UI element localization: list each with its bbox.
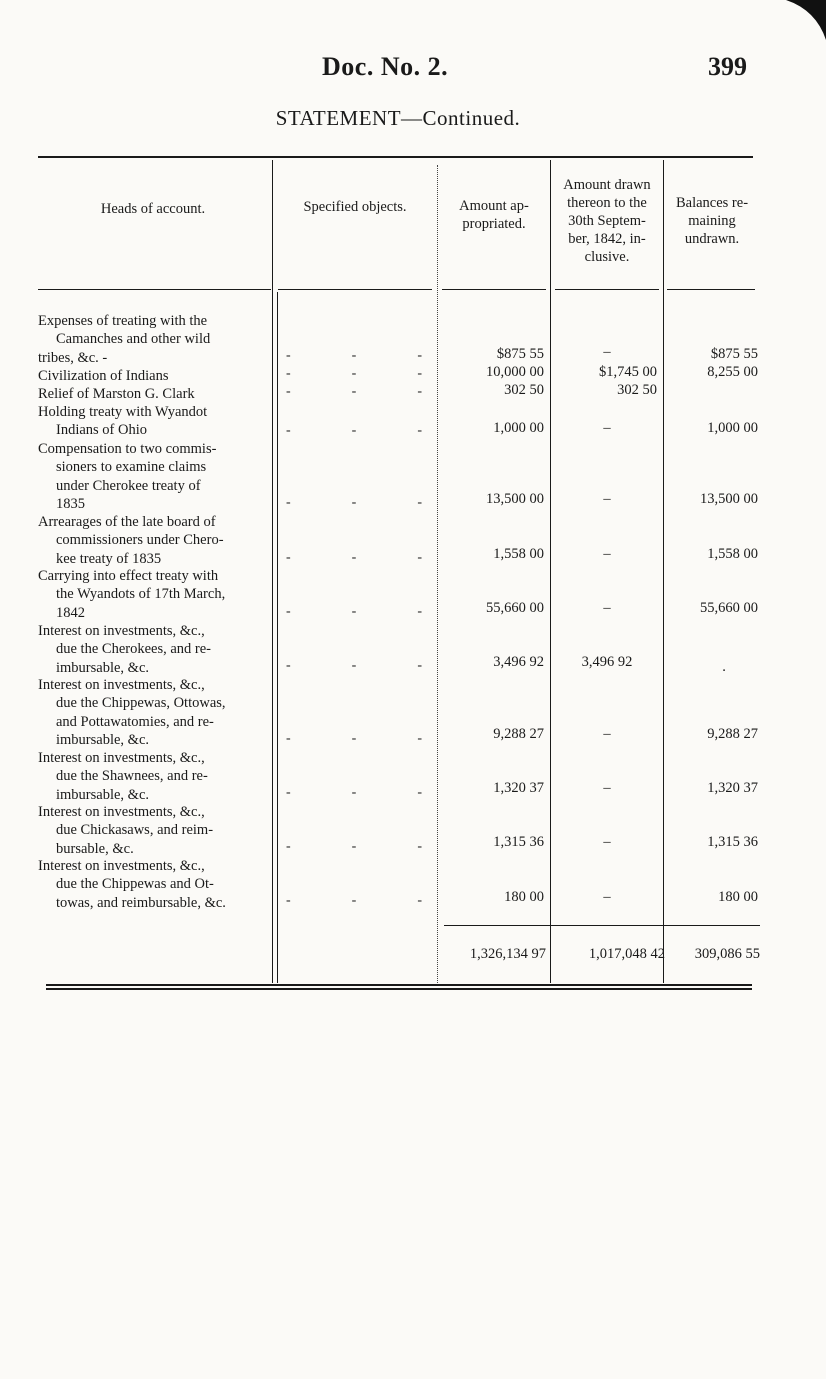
row-text-line: Interest on investments, &c.,: [38, 804, 205, 820]
column-heading-specified-objects: Specified objects.: [303, 199, 407, 215]
header-bottom-rule: [278, 289, 432, 290]
row-text-line: 1835: [56, 495, 85, 512]
amount-drawn: –: [603, 344, 611, 360]
dash: -: [417, 731, 422, 746]
row-text-line: towas, and reimbursable, &c.: [56, 894, 226, 911]
dash: -: [286, 604, 291, 619]
dash: -: [286, 348, 291, 363]
bottom-rule: [46, 984, 752, 986]
balance-undrawn: 1,000 00: [707, 420, 758, 436]
row-text-line: under Cherokee treaty of: [56, 477, 201, 494]
amount-appropriated: 3,496 92: [493, 654, 544, 670]
column-heading-line: maining: [688, 213, 736, 229]
amount-drawn: –: [603, 780, 611, 796]
specified-objects-dashes: [286, 422, 422, 440]
amount-drawn: –: [603, 834, 611, 850]
column-divider: [663, 160, 664, 983]
specified-objects-dashes: [286, 784, 422, 802]
column-heading-balances: [664, 194, 760, 248]
dash: -: [286, 366, 291, 381]
amount-drawn: –: [603, 889, 611, 905]
table-row-description: [38, 513, 266, 568]
balance-undrawn: .: [722, 659, 726, 675]
balance-undrawn: 1,320 37: [707, 780, 758, 796]
dash: -: [351, 604, 357, 619]
row-text-line: Camanches and other wild: [56, 331, 211, 348]
header-bottom-rule: [442, 289, 546, 290]
column-heading-line: Amount drawn: [563, 177, 651, 193]
dash: -: [351, 423, 357, 438]
dash: -: [286, 423, 291, 438]
row-text-line: 1842: [56, 604, 85, 621]
table-row-description: [38, 567, 266, 622]
row-text-line: imbursable, &c.: [56, 786, 150, 803]
page-header: [0, 52, 826, 92]
header-bottom-rule: [667, 289, 755, 290]
amount-appropriated: 1,320 37: [493, 780, 544, 796]
row-text-line: Indians of Ohio: [56, 422, 148, 439]
dash: -: [351, 495, 357, 510]
amount-drawn: $1,745 00: [599, 364, 657, 380]
row-text-line: due the Chippewas and Ot-: [56, 876, 214, 893]
dash: -: [351, 366, 357, 381]
balance-undrawn: 13,500 00: [700, 491, 758, 507]
balance-undrawn: 1,558 00: [707, 546, 758, 562]
amount-drawn: 3,496 92: [581, 654, 633, 670]
dash: -: [286, 658, 291, 673]
doc-title: Doc. No. 2.: [322, 52, 449, 81]
specified-objects-dashes: [286, 549, 422, 567]
column-heading-line: propriated.: [462, 216, 526, 232]
row-text-line: Expenses of treating with the: [38, 313, 208, 329]
total-rule: [444, 925, 760, 926]
dash: -: [351, 731, 357, 746]
dash: -: [351, 658, 357, 673]
dash: -: [417, 423, 422, 438]
column-heading-line: ber, 1842, in-: [568, 231, 646, 247]
column-heading-heads-of-account: Heads of account.: [100, 201, 206, 217]
dash: -: [351, 550, 357, 565]
amount-drawn: –: [603, 726, 611, 742]
dash: -: [286, 839, 291, 854]
row-text-line: tribes, &c. -: [38, 349, 108, 366]
dash: -: [417, 384, 422, 399]
total-balance: 309,086 55: [694, 946, 760, 962]
specified-objects-dashes: [286, 494, 422, 512]
table-row-description: [38, 676, 266, 749]
table-row-description: [38, 403, 266, 440]
dash: -: [351, 839, 357, 854]
amount-appropriated: 1,000 00: [493, 420, 544, 436]
dash: -: [417, 495, 422, 510]
dash: -: [417, 658, 422, 673]
column-heading-line: 30th Septem-: [568, 213, 646, 229]
specified-objects-dashes: [286, 657, 422, 675]
row-text-line: imbursable, &c.: [56, 659, 150, 676]
dash: -: [286, 785, 291, 800]
row-text-line: Civilization of Indians: [38, 368, 169, 384]
dash: -: [351, 785, 357, 800]
row-text-line: imbursable, &c.: [56, 731, 150, 748]
row-text-line: Arrearages of the late board of: [38, 514, 216, 530]
row-text-line: bursable, &c.: [56, 840, 134, 857]
row-text-line: due Chickasaws, and reim-: [56, 822, 214, 839]
dash: -: [351, 893, 357, 908]
row-text-line: Interest on investments, &c.,: [38, 677, 205, 693]
row-text-line: and Pottawatomies, and re-: [56, 713, 214, 730]
specified-objects-dashes: [286, 365, 422, 383]
column-heading-line: thereon to the: [567, 195, 647, 211]
amount-drawn: 302 50: [617, 382, 657, 398]
amount-appropriated: 302 50: [504, 382, 544, 398]
row-text-line: Holding treaty with Wyandot: [38, 404, 208, 420]
column-heading-line: undrawn.: [684, 231, 740, 247]
amount-drawn: –: [603, 600, 611, 616]
amount-drawn: –: [603, 420, 611, 436]
row-text-line: sioners to examine claims: [56, 459, 207, 476]
specified-objects-dashes: [286, 892, 422, 910]
column-divider: [550, 160, 551, 983]
amount-appropriated: 13,500 00: [486, 491, 544, 507]
amount-appropriated: 10,000 00: [486, 364, 544, 380]
balance-undrawn: 1,315 36: [707, 834, 758, 850]
statement-title: STATEMENT—Continued.: [275, 106, 521, 130]
dash: -: [417, 550, 422, 565]
specified-objects-dashes: [286, 603, 422, 621]
column-heading-amount-drawn: [551, 176, 663, 266]
bottom-rule-thick: [46, 988, 752, 990]
amount-appropriated: 1,315 36: [493, 834, 544, 850]
balance-undrawn: 180 00: [718, 889, 758, 905]
amount-appropriated: 1,558 00: [493, 546, 544, 562]
dash: -: [417, 348, 422, 363]
table-row-description: [38, 312, 266, 367]
column-divider: [277, 292, 278, 983]
amount-appropriated: $875 55: [496, 346, 544, 362]
amount-drawn: –: [603, 546, 611, 562]
row-text-line: Interest on investments, &c.,: [38, 623, 205, 639]
dash: -: [286, 495, 291, 510]
dash: -: [417, 893, 422, 908]
table-row-description: [38, 440, 266, 513]
table-row-description: [38, 622, 266, 677]
column-heading-line: clusive.: [584, 249, 630, 265]
dash: -: [286, 893, 291, 908]
specified-objects-dashes: [286, 347, 422, 365]
column-divider: [272, 160, 273, 983]
balance-undrawn: 9,288 27: [707, 726, 758, 742]
page-curl-corner: [786, 0, 826, 40]
row-text-line: Relief of Marston G. Clark: [38, 386, 195, 402]
total-drawn: 1,017,048 42: [588, 946, 665, 962]
amount-appropriated: 180 00: [504, 889, 544, 905]
dash: -: [417, 366, 422, 381]
row-text-line: Interest on investments, &c.,: [38, 858, 205, 874]
column-heading-amount-appropriated: [440, 197, 548, 233]
specified-objects-dashes: [286, 383, 422, 401]
dash: -: [417, 785, 422, 800]
row-text-line: kee treaty of 1835: [56, 550, 162, 567]
total-appropriated: 1,326,134 97: [469, 946, 546, 962]
top-rule: [38, 156, 753, 158]
row-text-line: due the Chippewas, Ottowas,: [56, 695, 226, 712]
amount-appropriated: 9,288 27: [493, 726, 544, 742]
row-text-line: Carrying into effect treaty with: [38, 568, 219, 584]
amount-appropriated: 55,660 00: [486, 600, 544, 616]
amount-drawn: –: [603, 491, 611, 507]
specified-objects-dashes: [286, 838, 422, 856]
dash: -: [286, 384, 291, 399]
dash: -: [351, 348, 357, 363]
table-row-description: [38, 367, 266, 385]
header-bottom-rule: [38, 289, 271, 290]
column-divider: [437, 165, 438, 983]
row-text-line: the Wyandots of 17th March,: [56, 586, 226, 603]
balance-undrawn: 8,255 00: [707, 364, 758, 380]
row-text-line: due the Cherokees, and re-: [56, 641, 212, 658]
table-row-description: [38, 857, 266, 912]
column-heading-line: Amount ap-: [459, 198, 529, 214]
balance-undrawn: $875 55: [710, 346, 758, 362]
row-text-line: due the Shawnees, and re-: [56, 768, 208, 785]
table-row-description: [38, 803, 266, 858]
header-bottom-rule: [555, 289, 659, 290]
dash: -: [286, 731, 291, 746]
balance-undrawn: 55,660 00: [700, 600, 758, 616]
row-text-line: Interest on investments, &c.,: [38, 750, 205, 766]
table-row-description: [38, 749, 266, 804]
dash: -: [417, 839, 422, 854]
column-heading-line: Balances re-: [675, 195, 749, 211]
row-text-line: Compensation to two commis-: [38, 441, 217, 457]
table-row-description: [38, 385, 266, 403]
dash: -: [351, 384, 357, 399]
dash: -: [286, 550, 291, 565]
row-text-line: commissioners under Chero-: [56, 532, 224, 549]
page-number: 399: [708, 52, 747, 81]
dash: -: [417, 604, 422, 619]
specified-objects-dashes: [286, 730, 422, 748]
